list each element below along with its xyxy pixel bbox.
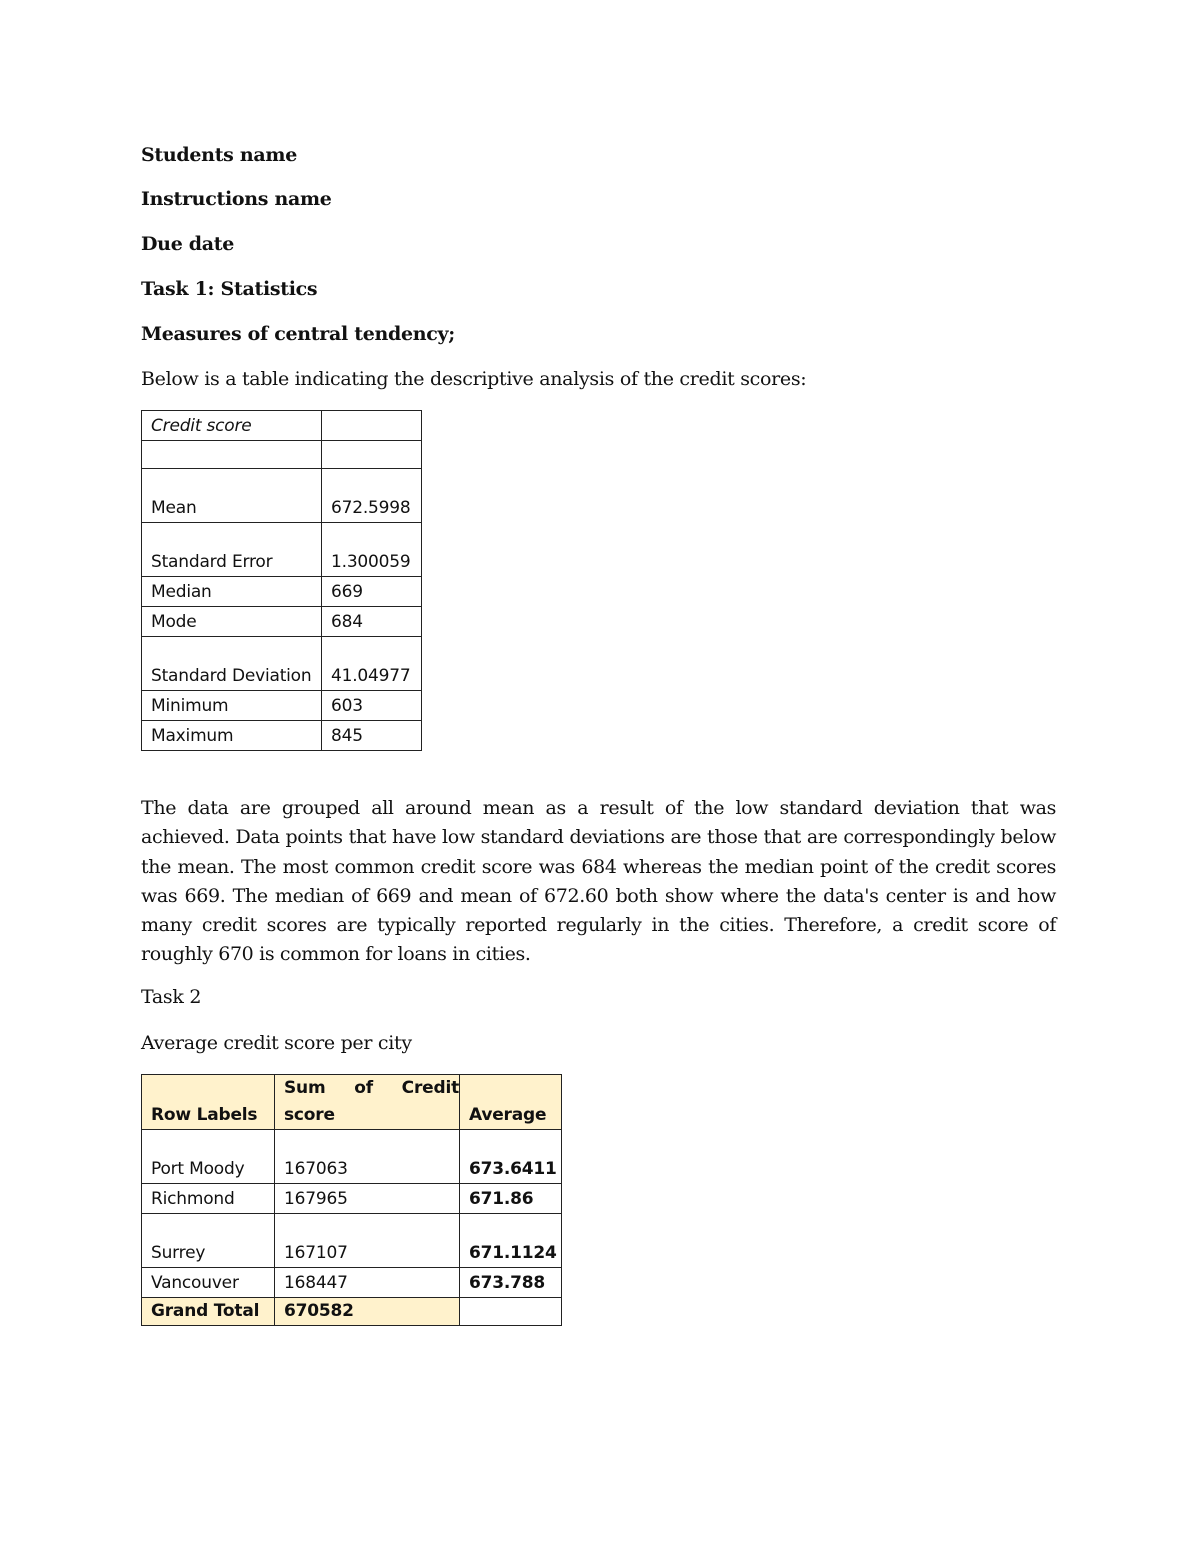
table-title-cell: Credit score bbox=[142, 411, 322, 441]
city-average-table bbox=[141, 1074, 562, 1326]
stat-value: 684 bbox=[322, 607, 422, 637]
city-cell: Vancouver bbox=[142, 1268, 275, 1298]
stat-label: Mode bbox=[142, 607, 322, 637]
table-row bbox=[142, 1130, 562, 1184]
stat-label: Mean bbox=[142, 469, 322, 523]
stat-value: 669 bbox=[322, 577, 422, 607]
average-cell: 671.1124 bbox=[460, 1214, 562, 1268]
table-title-row bbox=[142, 411, 422, 441]
table-intro: Below is a table indicating the descriptive analysis of the credit scores: bbox=[141, 368, 807, 390]
sum-cell: 167107 bbox=[275, 1214, 460, 1268]
table-blank-row bbox=[142, 441, 422, 469]
city-cell: Richmond bbox=[142, 1184, 275, 1214]
average-cell: 671.86 bbox=[460, 1184, 562, 1214]
sum-cell: 167063 bbox=[275, 1130, 460, 1184]
column-header: Sum of Credit score bbox=[275, 1075, 460, 1130]
grand-total-row bbox=[142, 1298, 562, 1326]
descriptive-stats-table bbox=[141, 410, 422, 751]
stat-value: 603 bbox=[322, 691, 422, 721]
empty-cell bbox=[460, 1298, 562, 1326]
due-date: Due date bbox=[141, 233, 235, 255]
sum-cell: 168447 bbox=[275, 1268, 460, 1298]
table-row bbox=[142, 691, 422, 721]
empty-cell bbox=[322, 441, 422, 469]
stat-label: Maximum bbox=[142, 721, 322, 751]
table-row bbox=[142, 1184, 562, 1214]
empty-cell bbox=[322, 411, 422, 441]
table-header-row bbox=[142, 1075, 562, 1130]
stat-label: Median bbox=[142, 577, 322, 607]
stat-label: Standard Deviation bbox=[142, 637, 322, 691]
table-row bbox=[142, 607, 422, 637]
task2-subtitle: Average credit score per city bbox=[141, 1032, 412, 1054]
section-title: Measures of central tendency; bbox=[141, 323, 456, 345]
analysis-paragraph: The data are grouped all around mean as a result of the low standard deviation that was achieved. Data points that have low standard deviations are those that are correspondingly below the mean. The most common credit score was 684 whereas the median point of the credit scores was 669. The median of 669 and mean of 672.60 both show where the data's center is and how many credit scores are typically reported regularly in the cities. Therefore, a credit score of roughly 670 is common for loans in cities. bbox=[141, 797, 1056, 966]
table-row bbox=[142, 469, 422, 523]
table-row bbox=[142, 721, 422, 751]
task2-title: Task 2 bbox=[141, 986, 202, 1008]
table-row bbox=[142, 577, 422, 607]
stat-label: Standard Error bbox=[142, 523, 322, 577]
table-row bbox=[142, 523, 422, 577]
stat-value: 672.5998 bbox=[322, 469, 422, 523]
empty-cell bbox=[142, 441, 322, 469]
column-header: Average bbox=[460, 1075, 562, 1130]
task1-title: Task 1: Statistics bbox=[141, 278, 318, 300]
average-cell: 673.788 bbox=[460, 1268, 562, 1298]
city-cell: Surrey bbox=[142, 1214, 275, 1268]
sum-cell: 167965 bbox=[275, 1184, 460, 1214]
average-cell: 673.6411 bbox=[460, 1130, 562, 1184]
column-header: Row Labels bbox=[142, 1075, 275, 1130]
grand-total-sum: 670582 bbox=[275, 1298, 460, 1326]
stat-value: 1.300059 bbox=[322, 523, 422, 577]
stat-value: 41.04977 bbox=[322, 637, 422, 691]
stat-label: Minimum bbox=[142, 691, 322, 721]
stat-value: 845 bbox=[322, 721, 422, 751]
city-cell: Port Moody bbox=[142, 1130, 275, 1184]
table-row bbox=[142, 1268, 562, 1298]
table-row bbox=[142, 637, 422, 691]
instructions-name: Instructions name bbox=[141, 188, 332, 210]
students-name: Students name bbox=[141, 144, 298, 166]
table-row bbox=[142, 1214, 562, 1268]
grand-total-label: Grand Total bbox=[142, 1298, 275, 1326]
